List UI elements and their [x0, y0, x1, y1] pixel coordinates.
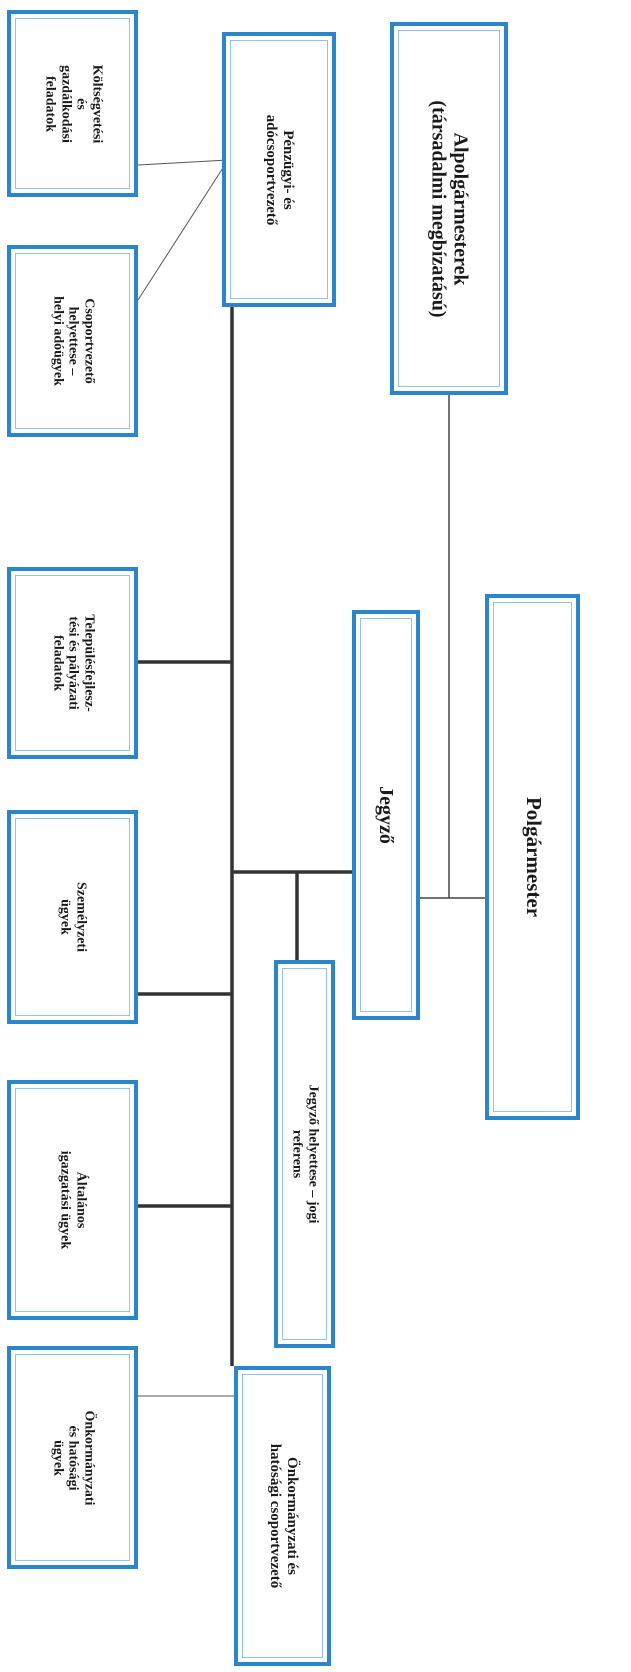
connector-penzugyi-csoportvezeto — [138, 160, 228, 300]
telepulesfejlesztesi-label: Településfejlesz- tési és pályázati feladatok — [49, 614, 97, 712]
polgarmester-box — [485, 594, 580, 1120]
koltsegvetesi-label: Költségvetési és gazdálkodási feladatok — [41, 64, 104, 143]
polgarmester-label: Polgármester — [521, 796, 546, 918]
penzugyi-box — [222, 32, 336, 307]
connector-penzugyi-koltsegvetesi — [138, 160, 228, 165]
alpolgarmesterek-box — [390, 22, 508, 395]
csoportvezeto-helyettese-label: Csoportvezető helyettese – helyi adóügyek — [49, 296, 97, 386]
koltsegvetesi-box — [7, 10, 138, 197]
jegyzo-helyettese-label: Jegyző helyettese – jogi referens — [289, 1084, 321, 1224]
onkormanyzati-ugyek-box — [7, 1346, 138, 1569]
jegyzo-helyettese-box — [274, 960, 335, 1348]
altalanos-box — [7, 1080, 138, 1320]
onkormanyzati-ugyek-label: Önkormányzati és hatósági ügyek — [49, 1410, 97, 1505]
jegyzo-box — [352, 610, 420, 1020]
onkormanyzati-csoportvezeto-label: Önkormányzati és hatósági csoportvezető — [266, 1443, 300, 1589]
penzugyi-label: Pénzügyi- és adócsoportvezető — [263, 114, 296, 225]
csoportvezeto-helyettese-box — [7, 245, 138, 437]
szemelyzeti-box — [7, 810, 138, 1024]
alpolgarmesterek-label: Alpolgármesterek (társadalmi megbízatású) — [427, 99, 472, 318]
jegyzo-label: Jegyző — [375, 786, 398, 844]
altalanos-label: Általános igazgatási ügyek — [57, 1150, 89, 1250]
szemelyzeti-label: Személyzeti ügyek — [57, 882, 89, 952]
telepulesfejlesztesi-box — [7, 567, 138, 759]
onkormanyzati-csoportvezeto-box — [234, 1366, 331, 1666]
